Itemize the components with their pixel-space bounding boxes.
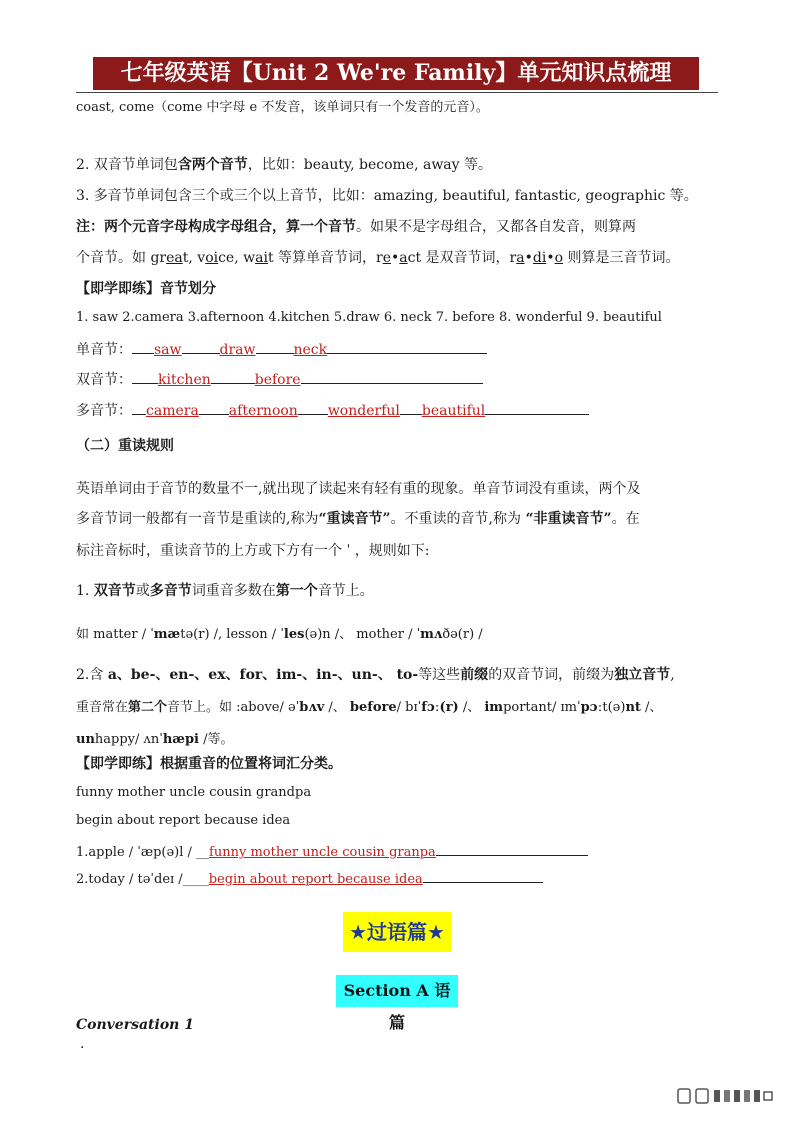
stress-rule-1: 1. 双音节或多音节词重音多数在第一个音节上。 xyxy=(76,583,374,599)
practice2-words-2: begin about report because idea xyxy=(76,813,291,828)
note-line-2: 个音节。如 great, voice, wait 等算单音节词，re•act 是双音节词，ra•di•o 则算是三音节词。 xyxy=(76,250,680,266)
practice1-heading: 【即学即练】音节划分 xyxy=(76,281,216,297)
section-a-tag: Section A 语篇 xyxy=(336,975,458,1007)
double-syllable-answer: 双音节： kitchen before xyxy=(76,369,483,389)
stress-paragraph-line-2: 多音节词一般都有一音节是重读的,称为“重读音节”。不重读的音节,称为 “非重读音节”。在 xyxy=(76,511,640,527)
watermark-icon xyxy=(676,1086,776,1106)
conversation-heading: Conversation 1 xyxy=(76,1017,194,1033)
page-title: 七年级英语【Unit 2 We're Family】单元知识点梳理 xyxy=(93,57,699,90)
section2-heading: （二）重读规则 xyxy=(76,438,174,454)
stress-rule-2-line-3: unhappy/ ʌnˈhæpi /等。 xyxy=(76,732,234,747)
practice1-words: 1. saw 2.camera 3.afternoon 4.kitchen 5.draw 6. neck 7. before 8. wonderful 9. beautiful xyxy=(76,310,662,325)
title-underline xyxy=(76,92,718,93)
stress-rule-2-line-1: 2.含 a、be-、en-、ex、for、im-、in-、un-、 to-等这些前缀的双音节词，前缀为独立音节, xyxy=(76,667,675,683)
stress-paragraph-line-3: 标注音标时，重读音节的上方或下方有一个 ˈ ，规则如下: xyxy=(76,543,430,559)
stress-rule-2-line-2: 重音常在第二个音节上。如 :above/ əˈbʌv /、 before/ bɪˈfɔː(r) /、 important/ ɪmˈpɔːt(ə)nt /、 xyxy=(76,700,663,715)
practice2-heading: 【即学即练】根据重音的位置将词汇分类。 xyxy=(76,756,342,772)
multi-syllable-answer: 多音节： camera afternoon wonderful beautiful xyxy=(76,400,589,420)
practice2-answer-2: 2.today / təˈdeɪ /____begin about report because idea xyxy=(76,868,543,887)
practice2-answer-1: 1.apple / ˈæp(ə)l / __funny mother uncle cousin granpa xyxy=(76,841,588,860)
coast-come-line: coast, come（come 中字母 e 不发音，该单词只有一个发音的元音）。 xyxy=(76,100,489,115)
single-syllable-answer: 单音节： saw draw neck xyxy=(76,339,487,359)
practice2-words-1: funny mother uncle cousin grandpa xyxy=(76,785,312,800)
guoyu-section-tag: ★过语篇★ xyxy=(343,912,451,952)
note-line-1: 注：两个元音字母构成字母组合，算一个音节。如果不是字母组合，又都各自发音，则算两 xyxy=(76,219,636,235)
stress-paragraph-line-1: 英语单词由于音节的数量不一,就出现了读起来有轻有重的现象。单音节词没有重读，两个及 xyxy=(76,481,641,497)
rule-two-syllable: 2. 双音节单词包含两个音节，比如：beauty, become, away 等。 xyxy=(76,157,493,173)
stress-rule-1-examples: 如 matter / ˈmætə(r) /, lesson / ˈles(ə)n /、 mother / ˈmʌðə(r) / xyxy=(76,627,483,642)
rule-multi-syllable: 3. 多音节单词包含三个或三个以上音节，比如：amazing, beautiful, fantastic, geographic 等。 xyxy=(76,188,698,204)
trailing-dot: . xyxy=(80,1036,85,1052)
